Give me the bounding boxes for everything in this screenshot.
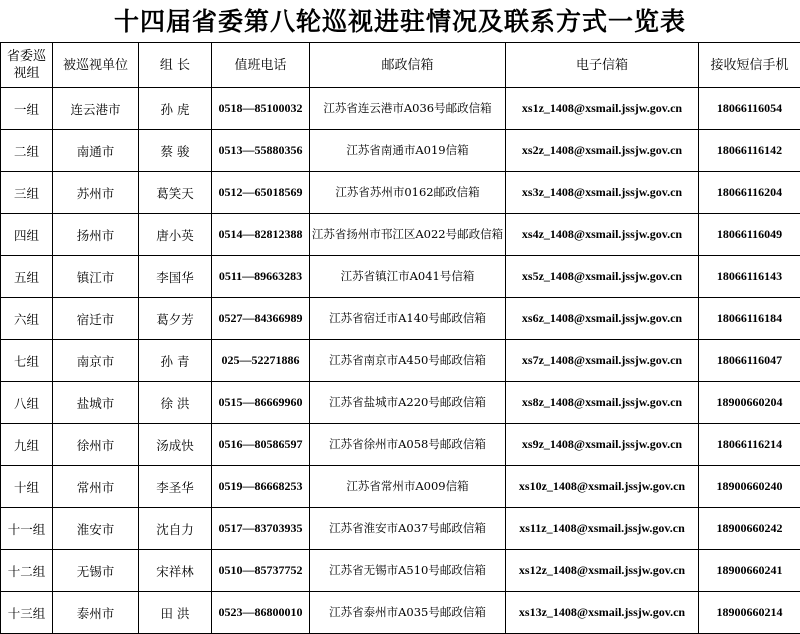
cell-email: xs6z_1408@xsmail.jssjw.gov.cn (506, 298, 699, 340)
cell-phone: 0513—55880356 (212, 130, 310, 172)
table-row (1, 130, 800, 172)
cell-email: xs13z_1408@xsmail.jssjw.gov.cn (506, 592, 699, 634)
table-body (1, 88, 800, 634)
cell-postbox (310, 424, 506, 466)
table-row (1, 508, 800, 550)
header-sms: 接收短信手机 (699, 43, 800, 88)
cell-phone: 0514—82812388 (212, 214, 310, 256)
table-row (1, 214, 800, 256)
cell-sms: 18066116047 (699, 340, 800, 382)
cell-sms: 18066116214 (699, 424, 800, 466)
cell-leader: 宋祥林 (139, 550, 212, 592)
cell-email: xs11z_1408@xsmail.jssjw.gov.cn (506, 508, 699, 550)
cell-unit: 连云港市 (53, 88, 139, 130)
postbox-text: 江苏省镇江市A041号信箱 (341, 269, 475, 284)
postbox-text: 江苏省泰州市A035号邮政信箱 (329, 605, 486, 620)
postbox-text: 江苏省无锡市A510号邮政信箱 (329, 563, 486, 578)
cell-sms: 18066116142 (699, 130, 800, 172)
cell-group: 九组 (1, 424, 53, 466)
page-title: 十四届省委第八轮巡视进驻情况及联系方式一览表 (0, 0, 800, 42)
cell-leader: 孙 虎 (139, 88, 212, 130)
cell-postbox (310, 466, 506, 508)
table-row (1, 550, 800, 592)
cell-postbox (310, 298, 506, 340)
cell-email: xs7z_1408@xsmail.jssjw.gov.cn (506, 340, 699, 382)
cell-phone: 0527—84366989 (212, 298, 310, 340)
cell-leader: 汤成快 (139, 424, 212, 466)
cell-sms: 18900660242 (699, 508, 800, 550)
cell-unit: 苏州市 (53, 172, 139, 214)
cell-phone: 0510—85737752 (212, 550, 310, 592)
contact-table (0, 42, 800, 634)
table-row (1, 592, 800, 634)
cell-unit: 南京市 (53, 340, 139, 382)
cell-phone: 0512—65018569 (212, 172, 310, 214)
cell-unit: 常州市 (53, 466, 139, 508)
cell-leader: 蔡 骏 (139, 130, 212, 172)
postbox-text: 江苏省常州市A009信箱 (346, 479, 468, 494)
header-postbox: 邮政信箱 (310, 43, 506, 88)
cell-leader: 孙 青 (139, 340, 212, 382)
cell-postbox (310, 256, 506, 298)
table-row (1, 88, 800, 130)
cell-email: xs4z_1408@xsmail.jssjw.gov.cn (506, 214, 699, 256)
cell-postbox (310, 88, 506, 130)
cell-unit: 南通市 (53, 130, 139, 172)
cell-email: xs8z_1408@xsmail.jssjw.gov.cn (506, 382, 699, 424)
cell-unit: 宿迁市 (53, 298, 139, 340)
cell-postbox (310, 508, 506, 550)
header-leader: 组 长 (139, 43, 212, 88)
cell-sms: 18066116143 (699, 256, 800, 298)
cell-group: 五组 (1, 256, 53, 298)
cell-group: 一组 (1, 88, 53, 130)
cell-email: xs9z_1408@xsmail.jssjw.gov.cn (506, 424, 699, 466)
cell-unit: 徐州市 (53, 424, 139, 466)
postbox-text: 江苏省宿迁市A140号邮政信箱 (329, 311, 486, 326)
cell-phone: 0511—89663283 (212, 256, 310, 298)
cell-group: 六组 (1, 298, 53, 340)
cell-phone: 0516—80586597 (212, 424, 310, 466)
cell-group: 十一组 (1, 508, 53, 550)
cell-phone: 0515—86669960 (212, 382, 310, 424)
table-row (1, 424, 800, 466)
cell-leader: 葛夕芳 (139, 298, 212, 340)
postbox-text: 江苏省苏州市0162邮政信箱 (335, 185, 479, 200)
cell-postbox (310, 550, 506, 592)
cell-group: 二组 (1, 130, 53, 172)
postbox-text: 江苏省淮安市A037号邮政信箱 (329, 521, 486, 536)
postbox-text: 江苏省南通市A019信箱 (346, 143, 468, 158)
cell-phone: 0517—83703935 (212, 508, 310, 550)
cell-sms: 18900660240 (699, 466, 800, 508)
cell-email: xs3z_1408@xsmail.jssjw.gov.cn (506, 172, 699, 214)
header-group: 省委巡视组 (1, 43, 53, 88)
cell-unit: 镇江市 (53, 256, 139, 298)
cell-email: xs10z_1408@xsmail.jssjw.gov.cn (506, 466, 699, 508)
cell-group: 十二组 (1, 550, 53, 592)
cell-unit: 泰州市 (53, 592, 139, 634)
cell-phone: 0518—85100032 (212, 88, 310, 130)
cell-postbox (310, 592, 506, 634)
cell-leader: 沈自力 (139, 508, 212, 550)
cell-leader: 田 洪 (139, 592, 212, 634)
cell-unit: 扬州市 (53, 214, 139, 256)
cell-phone: 025—52271886 (212, 340, 310, 382)
cell-group: 四组 (1, 214, 53, 256)
cell-email: xs2z_1408@xsmail.jssjw.gov.cn (506, 130, 699, 172)
cell-group: 七组 (1, 340, 53, 382)
cell-group: 三组 (1, 172, 53, 214)
postbox-text: 江苏省徐州市A058号邮政信箱 (329, 437, 486, 452)
postbox-text: 江苏省盐城市A220号邮政信箱 (329, 395, 486, 410)
table-row (1, 340, 800, 382)
postbox-text: 江苏省南京市A450号邮政信箱 (329, 353, 486, 368)
cell-unit: 淮安市 (53, 508, 139, 550)
cell-leader: 徐 洪 (139, 382, 212, 424)
cell-postbox (310, 340, 506, 382)
table-row (1, 172, 800, 214)
postbox-text: 江苏省连云港市A036号邮政信箱 (323, 101, 491, 116)
cell-unit: 盐城市 (53, 382, 139, 424)
table-row (1, 466, 800, 508)
cell-unit: 无锡市 (53, 550, 139, 592)
cell-sms: 18066116184 (699, 298, 800, 340)
postbox-text: 江苏省扬州市邗江区A022号邮政信箱 (312, 227, 503, 242)
cell-email: xs1z_1408@xsmail.jssjw.gov.cn (506, 88, 699, 130)
cell-postbox (310, 172, 506, 214)
header-email: 电子信箱 (506, 43, 699, 88)
cell-sms: 18900660214 (699, 592, 800, 634)
cell-group: 八组 (1, 382, 53, 424)
table-row (1, 298, 800, 340)
header-phone: 值班电话 (212, 43, 310, 88)
cell-leader: 葛笑天 (139, 172, 212, 214)
cell-group: 十三组 (1, 592, 53, 634)
cell-sms: 18066116049 (699, 214, 800, 256)
cell-sms: 18900660241 (699, 550, 800, 592)
cell-phone: 0523—86800010 (212, 592, 310, 634)
cell-sms: 18066116204 (699, 172, 800, 214)
cell-phone: 0519—86668253 (212, 466, 310, 508)
cell-leader: 唐小英 (139, 214, 212, 256)
cell-postbox (310, 214, 506, 256)
table-row (1, 382, 800, 424)
cell-leader: 李圣华 (139, 466, 212, 508)
cell-sms: 18900660204 (699, 382, 800, 424)
cell-email: xs5z_1408@xsmail.jssjw.gov.cn (506, 256, 699, 298)
table-row (1, 256, 800, 298)
table-header-row (1, 43, 800, 88)
cell-leader: 李国华 (139, 256, 212, 298)
cell-postbox (310, 382, 506, 424)
cell-postbox (310, 130, 506, 172)
cell-sms: 18066116054 (699, 88, 800, 130)
header-unit: 被巡视单位 (53, 43, 139, 88)
cell-email: xs12z_1408@xsmail.jssjw.gov.cn (506, 550, 699, 592)
cell-group: 十组 (1, 466, 53, 508)
